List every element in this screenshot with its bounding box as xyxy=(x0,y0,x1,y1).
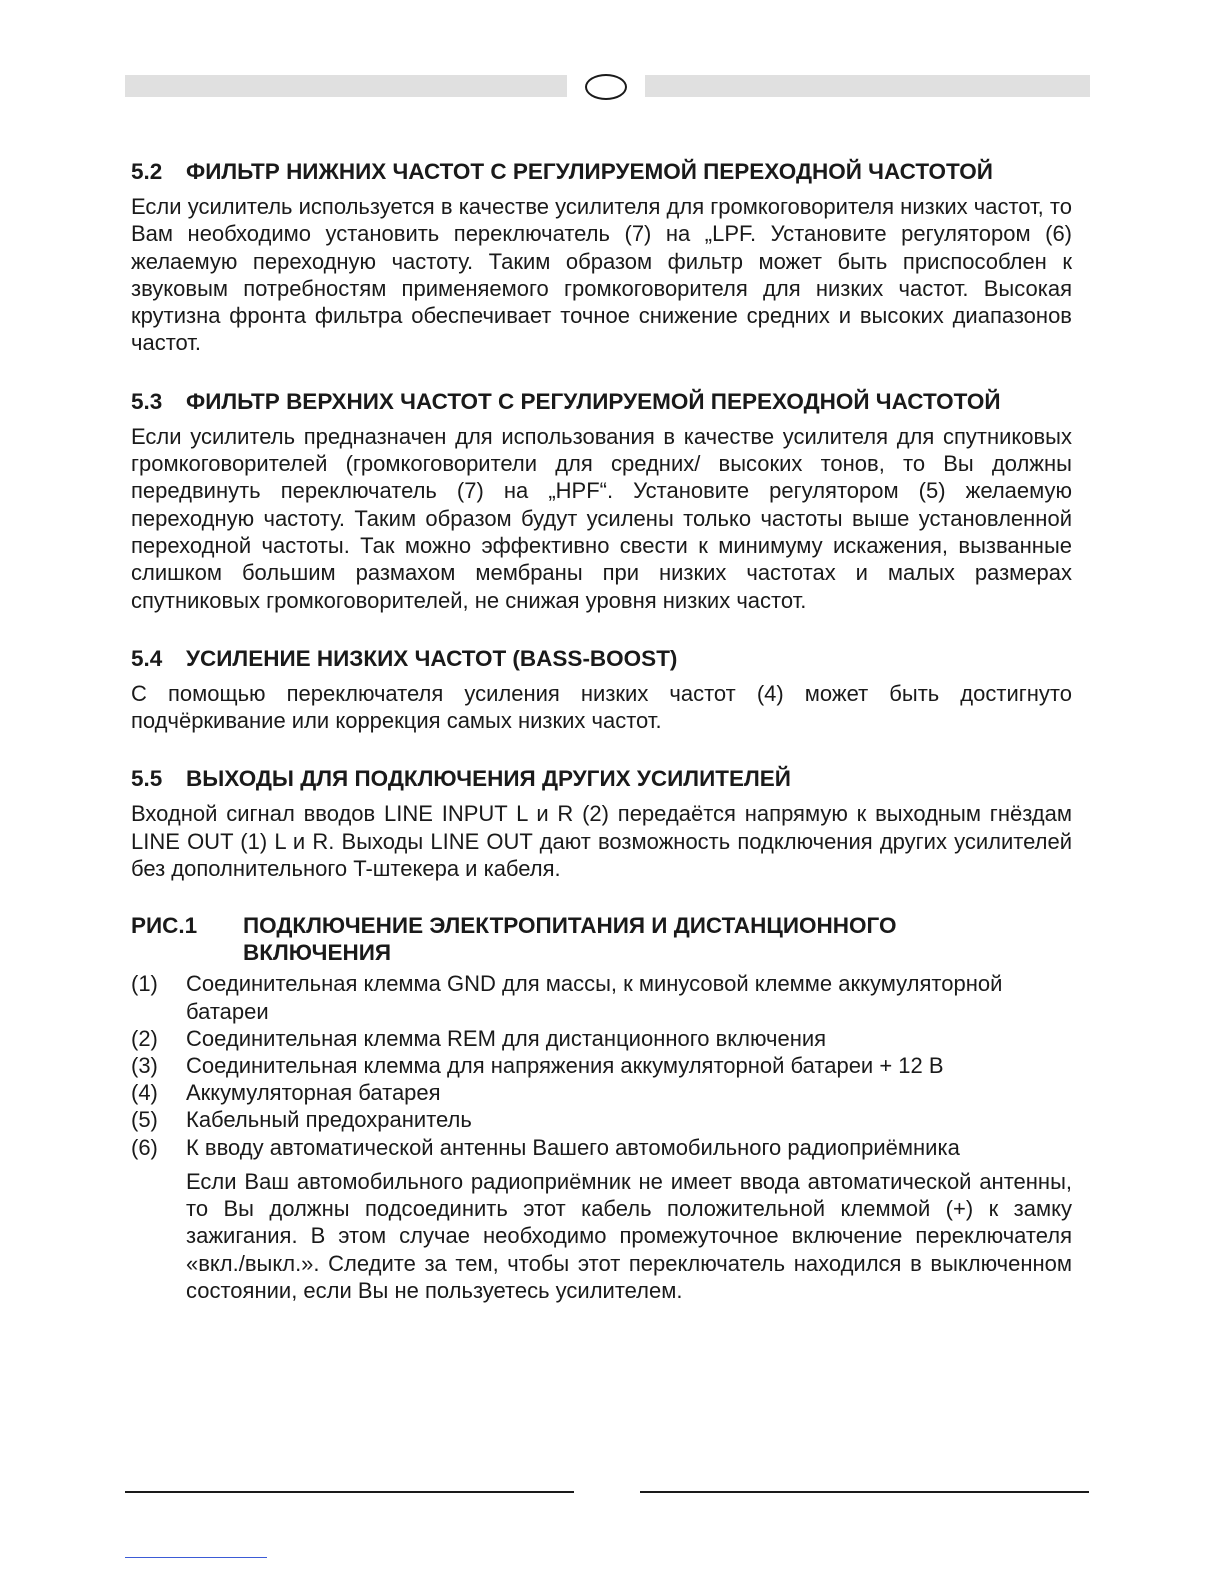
legend-item-text: Соединительная клемма REM для дистанционного включения xyxy=(186,1025,827,1051)
figure-1-legend xyxy=(131,912,1072,1304)
section-heading xyxy=(131,764,1072,794)
legend-list xyxy=(131,970,1072,1160)
section-heading xyxy=(131,387,1072,417)
section-5-5 xyxy=(131,764,1072,882)
legend-item-text: Соединительная клемма GND для массы, к минусовой клемме аккумуляторной батареи xyxy=(186,971,1003,1024)
legend-item xyxy=(131,1025,1072,1052)
figure-title xyxy=(243,912,897,966)
section-number: 5.5 xyxy=(131,766,163,792)
section-5-2 xyxy=(131,157,1072,357)
section-number: 5.3 xyxy=(131,388,163,414)
section-title: УСИЛЕНИЕ НИЗКИХ ЧАСТОТ (BASS-BOOST) xyxy=(186,645,678,671)
legend-item-number: (2) xyxy=(131,1025,158,1051)
page-number-oval xyxy=(585,74,627,100)
legend-item-number: (3) xyxy=(131,1052,158,1078)
legend-item-text: Аккумуляторная батарея xyxy=(186,1080,441,1106)
legend-item-number: (4) xyxy=(131,1080,158,1106)
section-text: Входной сигнал вводов LINE INPUT L и R (2) передаётся напрямую к выходным гнёздам LINE OUT (1) L и R. Выходы LINE OUT дают возможность подключения других усилителей без дополнительного T-штекера и кабеля. xyxy=(131,801,1072,882)
legend-item-number: (1) xyxy=(131,971,158,997)
legend-item-number: (6) xyxy=(131,1134,158,1160)
figure-title-line-1: ПОДКЛЮЧЕНИЕ ЭЛЕКТРОПИТАНИЯ И ДИСТАНЦИОННОГО xyxy=(243,913,897,939)
section-5-3 xyxy=(131,387,1072,614)
figure-note: Если Ваш автомобильного радиоприёмник не имеет ввода автоматической антенны, то Вы должны подсоединить этот кабель положительной клеммой (+) к замку зажигания. В этом случае необходимо промежуточное включение переключателя «вкл./выкл.». Следите за тем, чтобы этот переключатель находился в выключенном состоянии, если Вы не пользуетесь усилителем. xyxy=(186,1168,1072,1303)
section-title: ВЫХОДЫ ДЛЯ ПОДКЛЮЧЕНИЯ ДРУГИХ УСИЛИТЕЛЕЙ xyxy=(186,766,791,792)
legend-item-text: Кабельный предохранитель xyxy=(186,1107,472,1133)
section-title: ФИЛЬТР ВЕРХНИХ ЧАСТОТ С РЕГУЛИРУЕМОЙ ПЕРЕХОДНОЙ ЧАСТОТОЙ xyxy=(186,388,1001,414)
section-heading xyxy=(131,644,1072,674)
legend-item xyxy=(131,970,1072,1024)
section-number: 5.4 xyxy=(131,645,163,671)
legend-item xyxy=(131,1052,1072,1079)
figure-heading xyxy=(131,912,1072,966)
figure-title-line-2: ВКЛЮЧЕНИЯ xyxy=(243,940,392,966)
section-text: С помощью переключателя усиления низких частот (4) может быть достигнуто подчёркивание или коррекция самых низких частот. xyxy=(131,680,1072,734)
section-5-4 xyxy=(131,644,1072,735)
legend-item-text: Соединительная клемма для напряжения аккумуляторной батареи + 12 В xyxy=(186,1052,944,1078)
legend-item-text: К вводу автоматической антенны Вашего автомобильного радиоприёмника xyxy=(186,1134,960,1160)
section-title: ФИЛЬТР НИЖНИХ ЧАСТОТ С РЕГУЛИРУЕМОЙ ПЕРЕХОДНОЙ ЧАСТОТОЙ xyxy=(186,159,993,184)
footer-rule-right xyxy=(640,1491,1089,1493)
legend-item xyxy=(131,1079,1072,1106)
section-text: Если усилитель предназначен для использования в качестве усилителя для спутниковых громкоговорителей (громкоговорители для средних/ высоких тонов, то Вы должны передвинуть переключатель (7) на „HPF“. Установите регулятором (5) желаемую переходную частоту. Таким образом будут усилены только частоты выше установленной переходной частоты. Так можно эффективно свести к минимуму искажения, вызванные слишком большим размахом мембраны при низких частотах и малых размерах спутниковых громкоговорителей, не снижая уровня низких частот. xyxy=(131,423,1072,613)
section-heading xyxy=(131,157,1072,187)
legend-item-number: (5) xyxy=(131,1107,158,1133)
footer-link-underline xyxy=(125,1557,267,1558)
figure-number: РИС.1 xyxy=(131,913,198,939)
section-text: Если усилитель используется в качестве усилителя для громкоговорителя низких частот, то Вам необходимо установить переключатель (7) на „LPF. Установите регулятором (6) желаемую переходную частоту. Таким образом фильтр может быть приспособлен к звуковым потребностям применяемого громкоговорителя для низких частот. Высокая крутизна фронта фильтра обеспечивает точное снижение средних и высоких диапазонов частот. xyxy=(131,194,1072,356)
footer-rule-left xyxy=(125,1491,574,1493)
legend-item xyxy=(131,1134,1072,1161)
section-number: 5.2 xyxy=(131,159,163,184)
legend-item xyxy=(131,1106,1072,1133)
page-content xyxy=(131,157,1072,1304)
